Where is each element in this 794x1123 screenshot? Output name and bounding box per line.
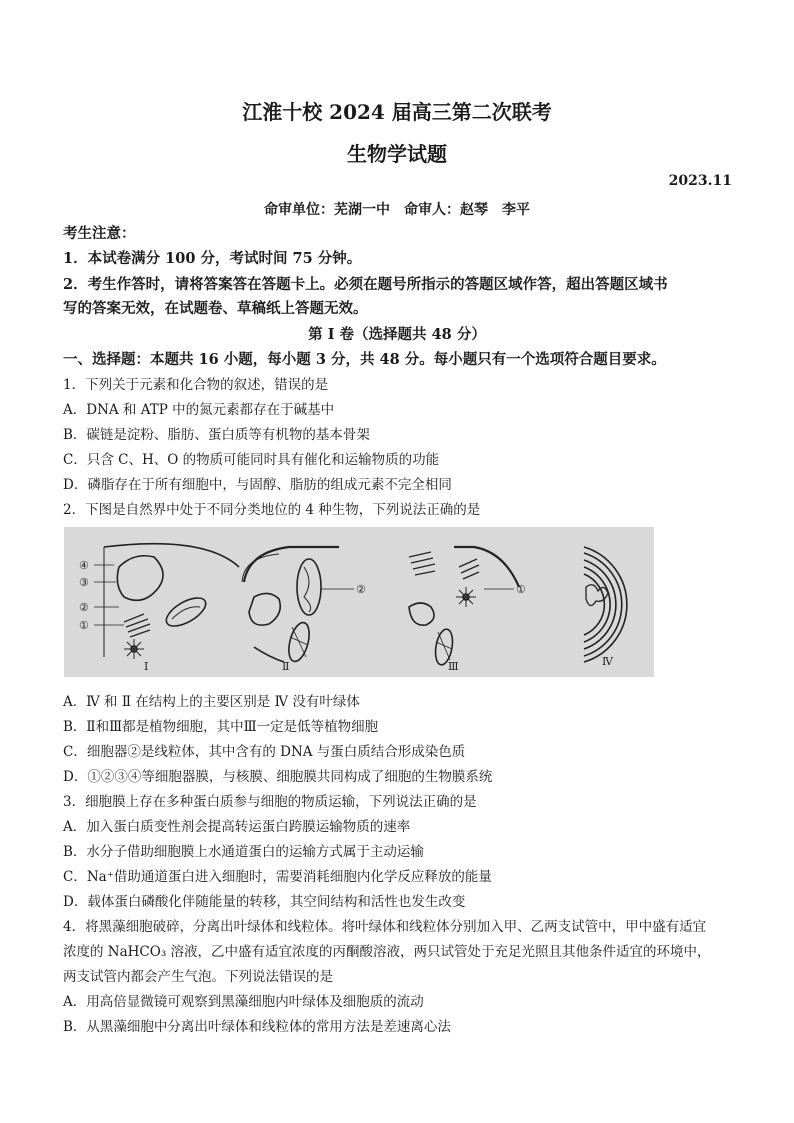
cell-label-3: Ⅲ [448, 660, 459, 673]
q3-option-c: C．Na⁺借助通道蛋白进入细胞时，需要消耗细胞内化学反应释放的能量 [63, 869, 492, 885]
cell-label-2: Ⅱ [282, 660, 290, 673]
q4-stem-line-2: 浓度的 NaHCO₃ 溶液，乙中盛有适宜浓度的丙酮酸溶液，两只试管处于充足光照且其他条件适宜的环境中， [63, 944, 711, 960]
q2-option-c: C．细胞器②是线粒体，其中含有的 DNA 与蛋白质结合形成染色质 [63, 744, 466, 760]
notice-heading: 考生注意： [63, 225, 136, 242]
q3-option-a: A．加入蛋白质变性剂会提高转运蛋白跨膜运输物质的速率 [63, 819, 411, 835]
q2-option-d: D．①②③④等细胞器膜，与核膜、细胞膜共同构成了细胞的生物膜系统 [63, 769, 493, 785]
q2-option-b: B．Ⅱ和Ⅲ都是植物细胞，其中Ⅲ一定是低等植物细胞 [63, 719, 379, 735]
label-organelle-2-cell-2: ② [356, 583, 366, 596]
q4-stem-line-1: 4．将黑藻细胞破碎，分离出叶绿体和线粒体。将叶绿体和线粒体分别加入甲、乙两支试管中，甲中盛有适宜 [63, 919, 707, 935]
notice-item-1: 1．本试卷满分 100 分，考试时间 75 分钟。 [63, 250, 362, 267]
setters-line: 命审单位：芜湖一中 命审人：赵琴 李平 [264, 202, 530, 218]
notice-item-2-line-1: 2．考生作答时，请将答案答在答题卡上。必须在题号所指示的答题区域作答，超出答题区域书 [63, 276, 668, 293]
label-organelle-3: ③ [79, 576, 89, 589]
label-organelle-1: ① [79, 619, 89, 632]
q2-option-a: A．Ⅳ 和 Ⅱ 在结构上的主要区别是 Ⅳ 没有叶绿体 [63, 694, 360, 710]
q1-stem: 1．下列关于元素和化合物的叙述，错误的是 [63, 377, 329, 393]
q3-option-b: B．水分子借助细胞膜上水通道蛋白的运输方式属于主动运输 [63, 844, 424, 860]
label-organelle-1-cell-3: ① [516, 583, 526, 596]
q3-stem: 3．细胞膜上存在多种蛋白质参与细胞的物质运输，下列说法正确的是 [63, 794, 477, 810]
q1-option-a: A．DNA 和 ATP 中的氮元素都存在于碱基中 [63, 402, 335, 418]
q3-option-d: D．载体蛋白磷酸化伴随能量的转移，其空间结构和活性也发生改变 [63, 894, 466, 910]
q1-option-c: C．只含 C、H、O 的物质可能同时具有催化和运输物质的功能 [63, 452, 440, 468]
section-title: 第 I 卷（选择题共 48 分） [308, 326, 486, 343]
cell-label-4: Ⅳ [602, 655, 613, 668]
q1-option-b: B．碳链是淀粉、脂肪、蛋白质等有机物的基本骨架 [63, 427, 370, 443]
notice-item-2-line-2: 写的答案无效，在试题卷、草稿纸上答题无效。 [63, 300, 368, 317]
exam-title: 江淮十校 2024 届高三第二次联考 [242, 100, 552, 124]
q1-option-d: D．磷脂存在于所有细胞中，与固醇、脂肪的组成元素不完全相同 [63, 477, 452, 493]
section-instructions: 一、选择题：本题共 16 小题，每小题 3 分，共 48 分。每小题只有一个选项符合题目要求。 [63, 351, 666, 368]
label-organelle-4: ④ [79, 559, 89, 572]
cell-diagram-figure [64, 527, 654, 677]
exam-date: 2023.11 [668, 173, 732, 189]
q2-stem: 2．下图是自然界中处于不同分类地位的 4 种生物，下列说法正确的是 [63, 502, 481, 518]
cell-label-1: Ⅰ [144, 660, 149, 673]
subject-title: 生物学试题 [347, 142, 447, 166]
q4-option-a: A．用高倍显微镜可观察到黑藻细胞内叶绿体及细胞质的流动 [63, 994, 424, 1010]
q4-option-b: B．从黑藻细胞中分离出叶绿体和线粒体的常用方法是差速离心法 [63, 1019, 451, 1035]
label-organelle-2: ② [79, 601, 89, 614]
q4-stem-line-3: 两支试管内都会产生气泡。下列说法错误的是 [63, 969, 333, 985]
